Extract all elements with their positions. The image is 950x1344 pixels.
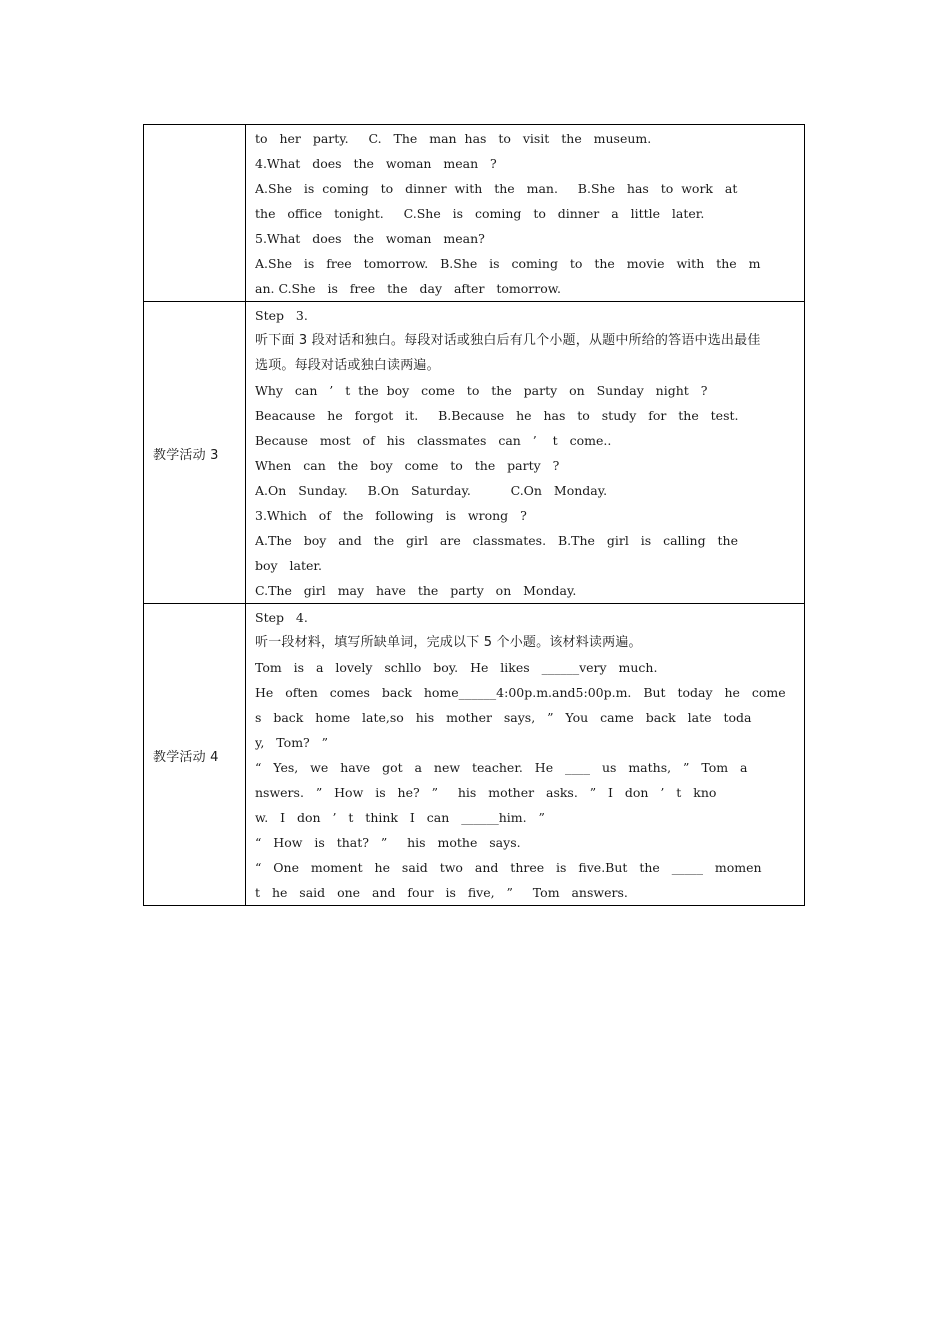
- lesson-table: [143, 124, 805, 906]
- text-line: C.The girl may have the party on Monday.: [255, 583, 577, 598]
- text-line: t he said one and four is five, ” Tom answers.: [255, 885, 628, 900]
- text-line: Because most of his classmates can ’ t come..: [255, 433, 612, 448]
- text-line: s back home late,so his mother says, ” You came back late toda: [255, 710, 752, 725]
- text-line: “ Yes, we have got a new teacher. He ____ us maths, ” Tom a: [255, 760, 748, 775]
- text-line: He often comes back home______4:00p.m.and5:00p.m. But today he come: [255, 685, 786, 700]
- text-line: an. C.She is free the day after tomorrow.: [255, 281, 561, 296]
- text-line: nswers. ” How is he? ” his mother asks. ” I don ’ t kno: [255, 785, 717, 800]
- text-line: A.She is coming to dinner with the man. B.She has to work at: [255, 181, 738, 196]
- text-line: Step 3.: [255, 308, 308, 323]
- text-line: Why can ’ t the boy come to the party on Sunday night ?: [255, 383, 708, 398]
- text-line: 3.Which of the following is wrong ?: [255, 508, 527, 523]
- text-line: 选项。每段对话或独白读两遍。: [255, 358, 440, 373]
- text-line: 4.What does the woman mean ?: [255, 156, 497, 171]
- text-line: y, Tom? ”: [255, 735, 329, 750]
- table-row: [144, 302, 805, 604]
- text-line: 听一段材料，填写所缺单词，完成以下 5 个小题。该材料读两遍。: [255, 635, 642, 650]
- row-content: [246, 125, 805, 302]
- row-label: 教学活动 3: [144, 302, 246, 604]
- text-line: “ How is that? ” his mothe says.: [255, 835, 521, 850]
- row-content: [246, 604, 805, 906]
- text-line: the office tonight. C.She is coming to dinner a little later.: [255, 206, 705, 221]
- text-line: When can the boy come to the party ?: [255, 458, 560, 473]
- text-line: A.The boy and the girl are classmates. B.The girl is calling the: [255, 533, 738, 548]
- text-line: Beacause he forgot it. B.Because he has to study for the test.: [255, 408, 739, 423]
- row-content: [246, 302, 805, 604]
- text-line: boy later.: [255, 558, 322, 573]
- text-line: w. I don ’ t think I can ______him. ”: [255, 810, 545, 825]
- row-label: 教学活动 4: [144, 604, 246, 906]
- text-line: Step 4.: [255, 610, 308, 625]
- text-line: to her party. C. The man has to visit the museum.: [255, 131, 652, 146]
- text-line: A.She is free tomorrow. B.She is coming to the movie with the m: [255, 256, 761, 271]
- text-line: 5.What does the woman mean?: [255, 231, 485, 246]
- table-row: [144, 125, 805, 302]
- table-row: [144, 604, 805, 906]
- text-line: A.On Sunday. B.On Saturday. C.On Monday.: [255, 483, 608, 498]
- text-line: “ One moment he said two and three is five.But the _____ momen: [255, 860, 762, 875]
- text-line: Tom is a lovely schllo boy. He likes ______very much.: [255, 660, 658, 675]
- row-label: [144, 125, 246, 302]
- text-line: 听下面 3 段对话和独白。每段对话或独白后有几个小题，从题中所给的答语中选出最佳: [255, 333, 761, 348]
